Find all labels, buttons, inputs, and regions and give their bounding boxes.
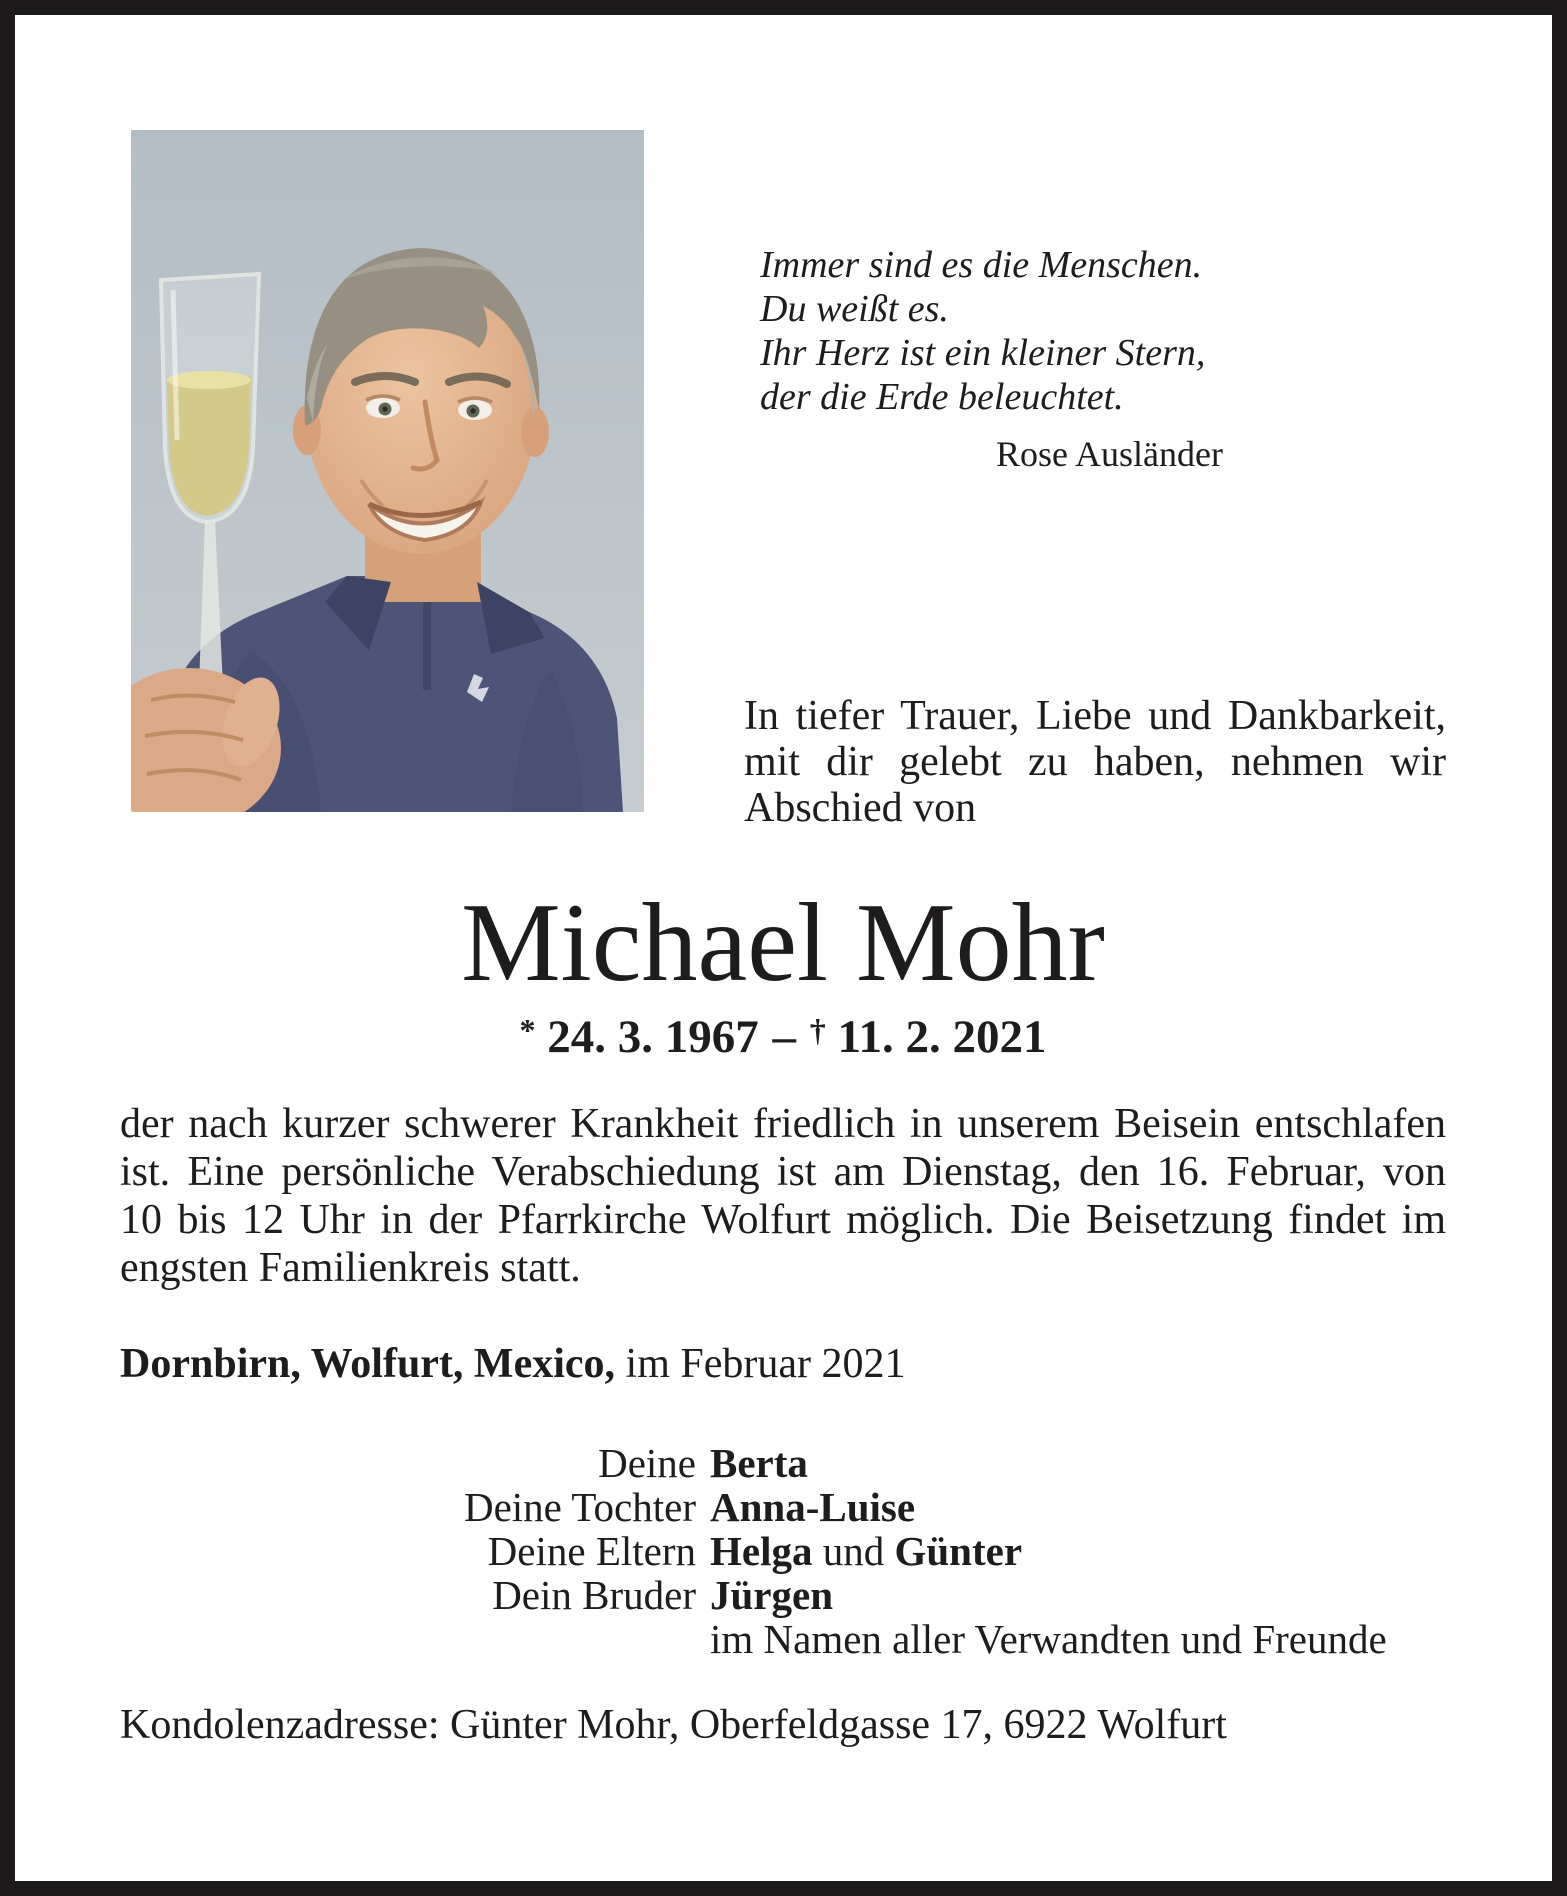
dates-separator: – [772,1011,797,1063]
portrait-illustration [131,130,644,812]
deceased-name: Michael Mohr [461,881,1105,1005]
mourner-relation: Dein Bruder [492,1572,696,1618]
mourner-relation: Deine Eltern [487,1528,696,1574]
text-line: Du weißt es. [760,288,949,330]
announcement-text [120,1100,1446,1292]
portrait-photo [131,130,644,812]
mourner-name: Günter [894,1528,1023,1574]
text-line: Immer sind es die Menschen. [760,244,1203,286]
death-date: 11. 2. 2021 [837,1011,1047,1063]
text-line: In tiefer Trauer, Liebe und Dankbarkeit, [744,693,1446,739]
text-line: 10 bis 12 Uhr in der Pfarrkirche Wolfurt möglich. Die Beisetzung findet im [120,1197,1446,1243]
text-line: der nach kurzer schwerer Krankheit friedlich in unserem Beisein entschlafen [120,1101,1446,1147]
mourner-relation: Deine [598,1440,696,1486]
birth-date: 24. 3. 1967 [547,1011,759,1063]
birth-symbol: * [519,1012,536,1048]
mourner-row [120,1441,1446,1485]
farewell-intro [744,693,1446,831]
mourner-conjunction: und [812,1528,895,1574]
mourner-names [710,1529,1446,1573]
dateline-places: Dornbirn, Wolfurt, Mexico, [120,1341,616,1387]
mourners-list [120,1441,1446,1661]
text-line: Abschied von [744,785,977,831]
mourners-rows [120,1441,1446,1617]
text-line: mit dir gelebt zu haben, nehmen wir [744,739,1446,785]
mourner-names [710,1441,1446,1485]
text-line: engsten Familienkreis statt. [120,1245,581,1291]
mourner-name: Berta [710,1440,808,1486]
text-line: ist. Eine persönliche Verabschiedung ist am Dienstag, den 16. Februar, von [120,1149,1446,1195]
mourner-row [120,1485,1446,1529]
text-line: Ihr Herz ist ein kleiner Stern, [760,332,1206,374]
death-symbol: † [809,1012,826,1048]
memorial-poem [760,243,1235,419]
obituary-page [15,15,1552,1881]
mourner-names [710,1573,1446,1617]
mourner-row [120,1573,1446,1617]
mourner-name: Helga [710,1528,813,1574]
mourner-row [120,1529,1446,1573]
condolence-address: Kondolenzadresse: Günter Mohr, Oberfeldgasse 17, 6922 Wolfurt [120,1702,1227,1748]
mourners-closing: im Namen aller Verwandten und Freunde [710,1616,1387,1662]
ear-right [521,407,549,457]
life-dates [120,1011,1446,1067]
dateline [120,1340,1446,1388]
poem-attribution: Rose Ausländer [996,434,1223,474]
text-line: der die Erde beleuchtet. [760,376,1124,418]
mourner-name: Jürgen [710,1572,833,1618]
mourner-name: Anna-Luise [710,1484,916,1530]
mourner-relation: Deine Tochter [463,1484,696,1530]
mourner-names [710,1485,1446,1529]
dateline-date: im Februar 2021 [615,1341,906,1387]
